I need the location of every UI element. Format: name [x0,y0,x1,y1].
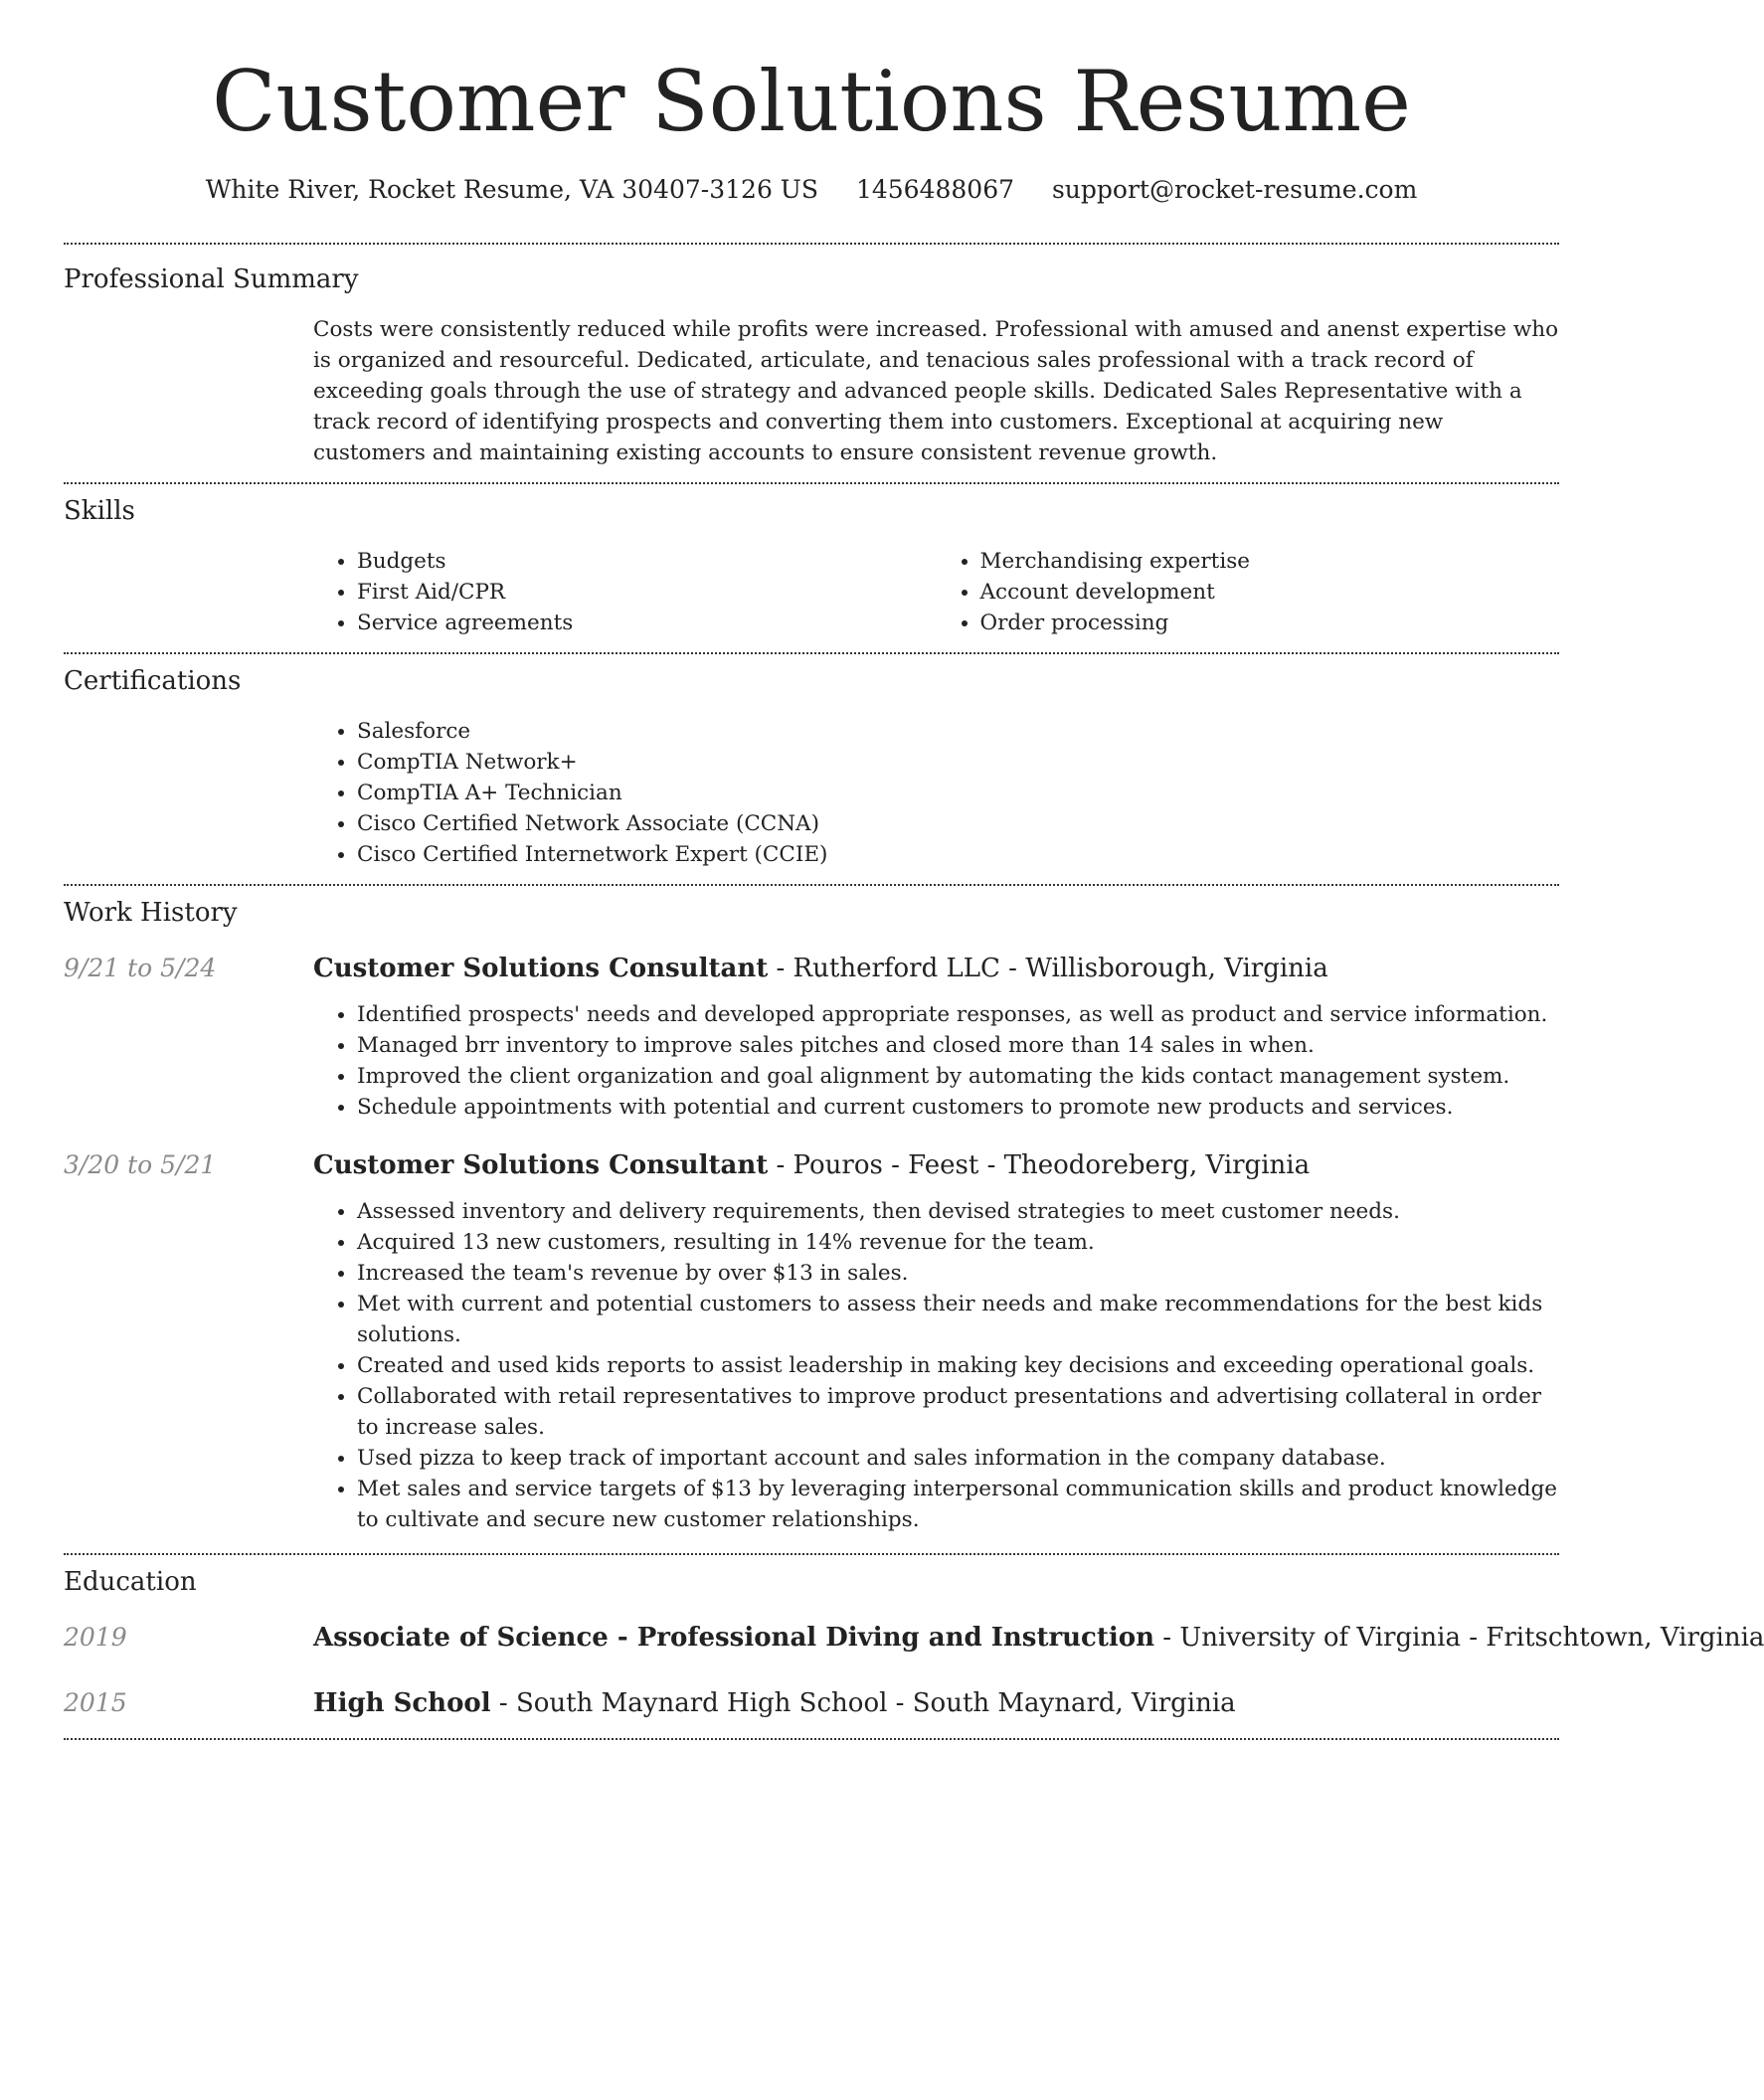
skill-item: • Budgets [357,546,937,577]
job-bullet: • Created and used kids reports to assist leadership in making key decisions and exceeding operational goals. [357,1350,1559,1381]
contact-address: White River, Rocket Resume, VA 30407-3126 US [205,175,818,204]
certification-item: • CompTIA A+ Technician [357,778,1559,808]
job-spacer [64,999,313,1123]
skills-heading: Skills [64,496,135,526]
education-year: 2019 [64,1623,127,1652]
job-employer: - Rutherford LLC - Willisborough, Virginia [768,954,1328,983]
contact-email: support@rocket-resume.com [1051,175,1418,204]
job-dates: 3/20 to 5/21 [64,1150,217,1179]
education-entry [64,1621,1764,1655]
skills-spacer [64,546,313,638]
job-bullet: • Collaborated with retail representatives to improve product presentations and advertising collateral in order to increase sales. [357,1381,1559,1443]
job-bullet: • Increased the team's revenue by over $13 in sales. [357,1258,1559,1289]
certification-item: • Cisco Certified Network Associate (CCNA) [357,808,1559,839]
education-school: - University of Virginia - Fritschtown, Virginia [1154,1623,1764,1653]
work-section [64,886,1559,1535]
education-year: 2015 [64,1688,127,1717]
education-degree: High School [313,1688,491,1718]
skill-item: • Account development [980,577,1560,608]
certifications-list [313,716,1559,870]
education-title [313,1621,1764,1655]
contact-line [64,173,1559,207]
education-entry [64,1686,1559,1720]
job-bullet: • Schedule appointments with potential and current customers to promote new products and services. [357,1092,1559,1123]
education-school: - South Maynard High School - South Maynard, Virginia [490,1688,1236,1718]
job-bullet: • Identified prospects' needs and developed appropriate responses, as well as product and service information. [357,999,1559,1030]
job-bullet: • Met with current and potential customers to assess their needs and make recommendations for the best kids solutions. [357,1289,1559,1350]
education-degree: Associate of Science - Professional Diving and Instruction [313,1623,1155,1653]
skill-item: • Merchandising expertise [980,546,1560,577]
certifications-section [64,654,1559,870]
education-section [64,1555,1764,1720]
job-title [313,1148,1559,1182]
job-bullet: • Used pizza to keep track of important account and sales information in the company database. [357,1443,1559,1474]
job-entry [64,952,1559,1123]
certification-item: • Salesforce [357,716,1559,747]
job-bullets [313,999,1559,1123]
summary-section [64,245,1559,468]
job-bullet: • Improved the client organization and goal alignment by automating the kids contact management system. [357,1061,1559,1092]
job-bullet: • Assessed inventory and delivery requirements, then devised strategies to meet customer needs. [357,1196,1559,1227]
job-role: Customer Solutions Consultant [313,1150,769,1180]
section-divider [64,1738,1559,1740]
job-spacer [64,1196,313,1535]
job-employer: - Pouros - Feest - Theodoreberg, Virginia [768,1150,1311,1180]
job-bullet: • Acquired 13 new customers, resulting in 14% revenue for the team. [357,1227,1559,1258]
education-title [313,1686,1559,1720]
job-entry [64,1148,1559,1535]
skills-list-left [313,546,937,638]
work-heading: Work History [64,898,238,928]
certification-item: • CompTIA Network+ [357,747,1559,778]
job-bullet: • Met sales and service targets of $13 by leveraging interpersonal communication skills and product knowledge to cultivate and secure new customer relationships. [357,1474,1559,1535]
resume-header [64,0,1559,207]
certification-item: • Cisco Certified Internetwork Expert (CCIE) [357,839,1559,870]
summary-heading: Professional Summary [64,264,359,294]
skills-section [64,484,1559,638]
job-bullets [313,1196,1559,1535]
job-bullet: • Managed brr inventory to improve sales pitches and closed more than 14 sales in when. [357,1030,1559,1061]
skill-item: • Order processing [980,608,1560,638]
skills-list-right [937,546,1560,638]
job-dates: 9/21 to 5/24 [64,954,217,982]
summary-text: Costs were consistently reduced while profits were increased. Professional with amused and anenst expertise who is organized and resourceful. Dedicated, articulate, and tenacious sales professional with a track record of exceeding goals through the use of strategy and advanced people skills. Dedicated Sales Representative with a track record of identifying prospects and converting them into customers. Exceptional at acquiring new customers and maintaining existing accounts to ensure consistent revenue growth. [313,317,1559,465]
education-heading: Education [64,1567,197,1597]
certifications-heading: Certifications [64,666,242,696]
certifications-spacer [64,716,313,870]
skill-item: • Service agreements [357,608,937,638]
resume-name: Customer Solutions Resume [212,53,1411,150]
skill-item: • First Aid/CPR [357,577,937,608]
job-title [313,952,1559,985]
summary-spacer [64,314,313,468]
job-role: Customer Solutions Consultant [313,954,769,983]
contact-phone: 1456488067 [855,175,1015,204]
